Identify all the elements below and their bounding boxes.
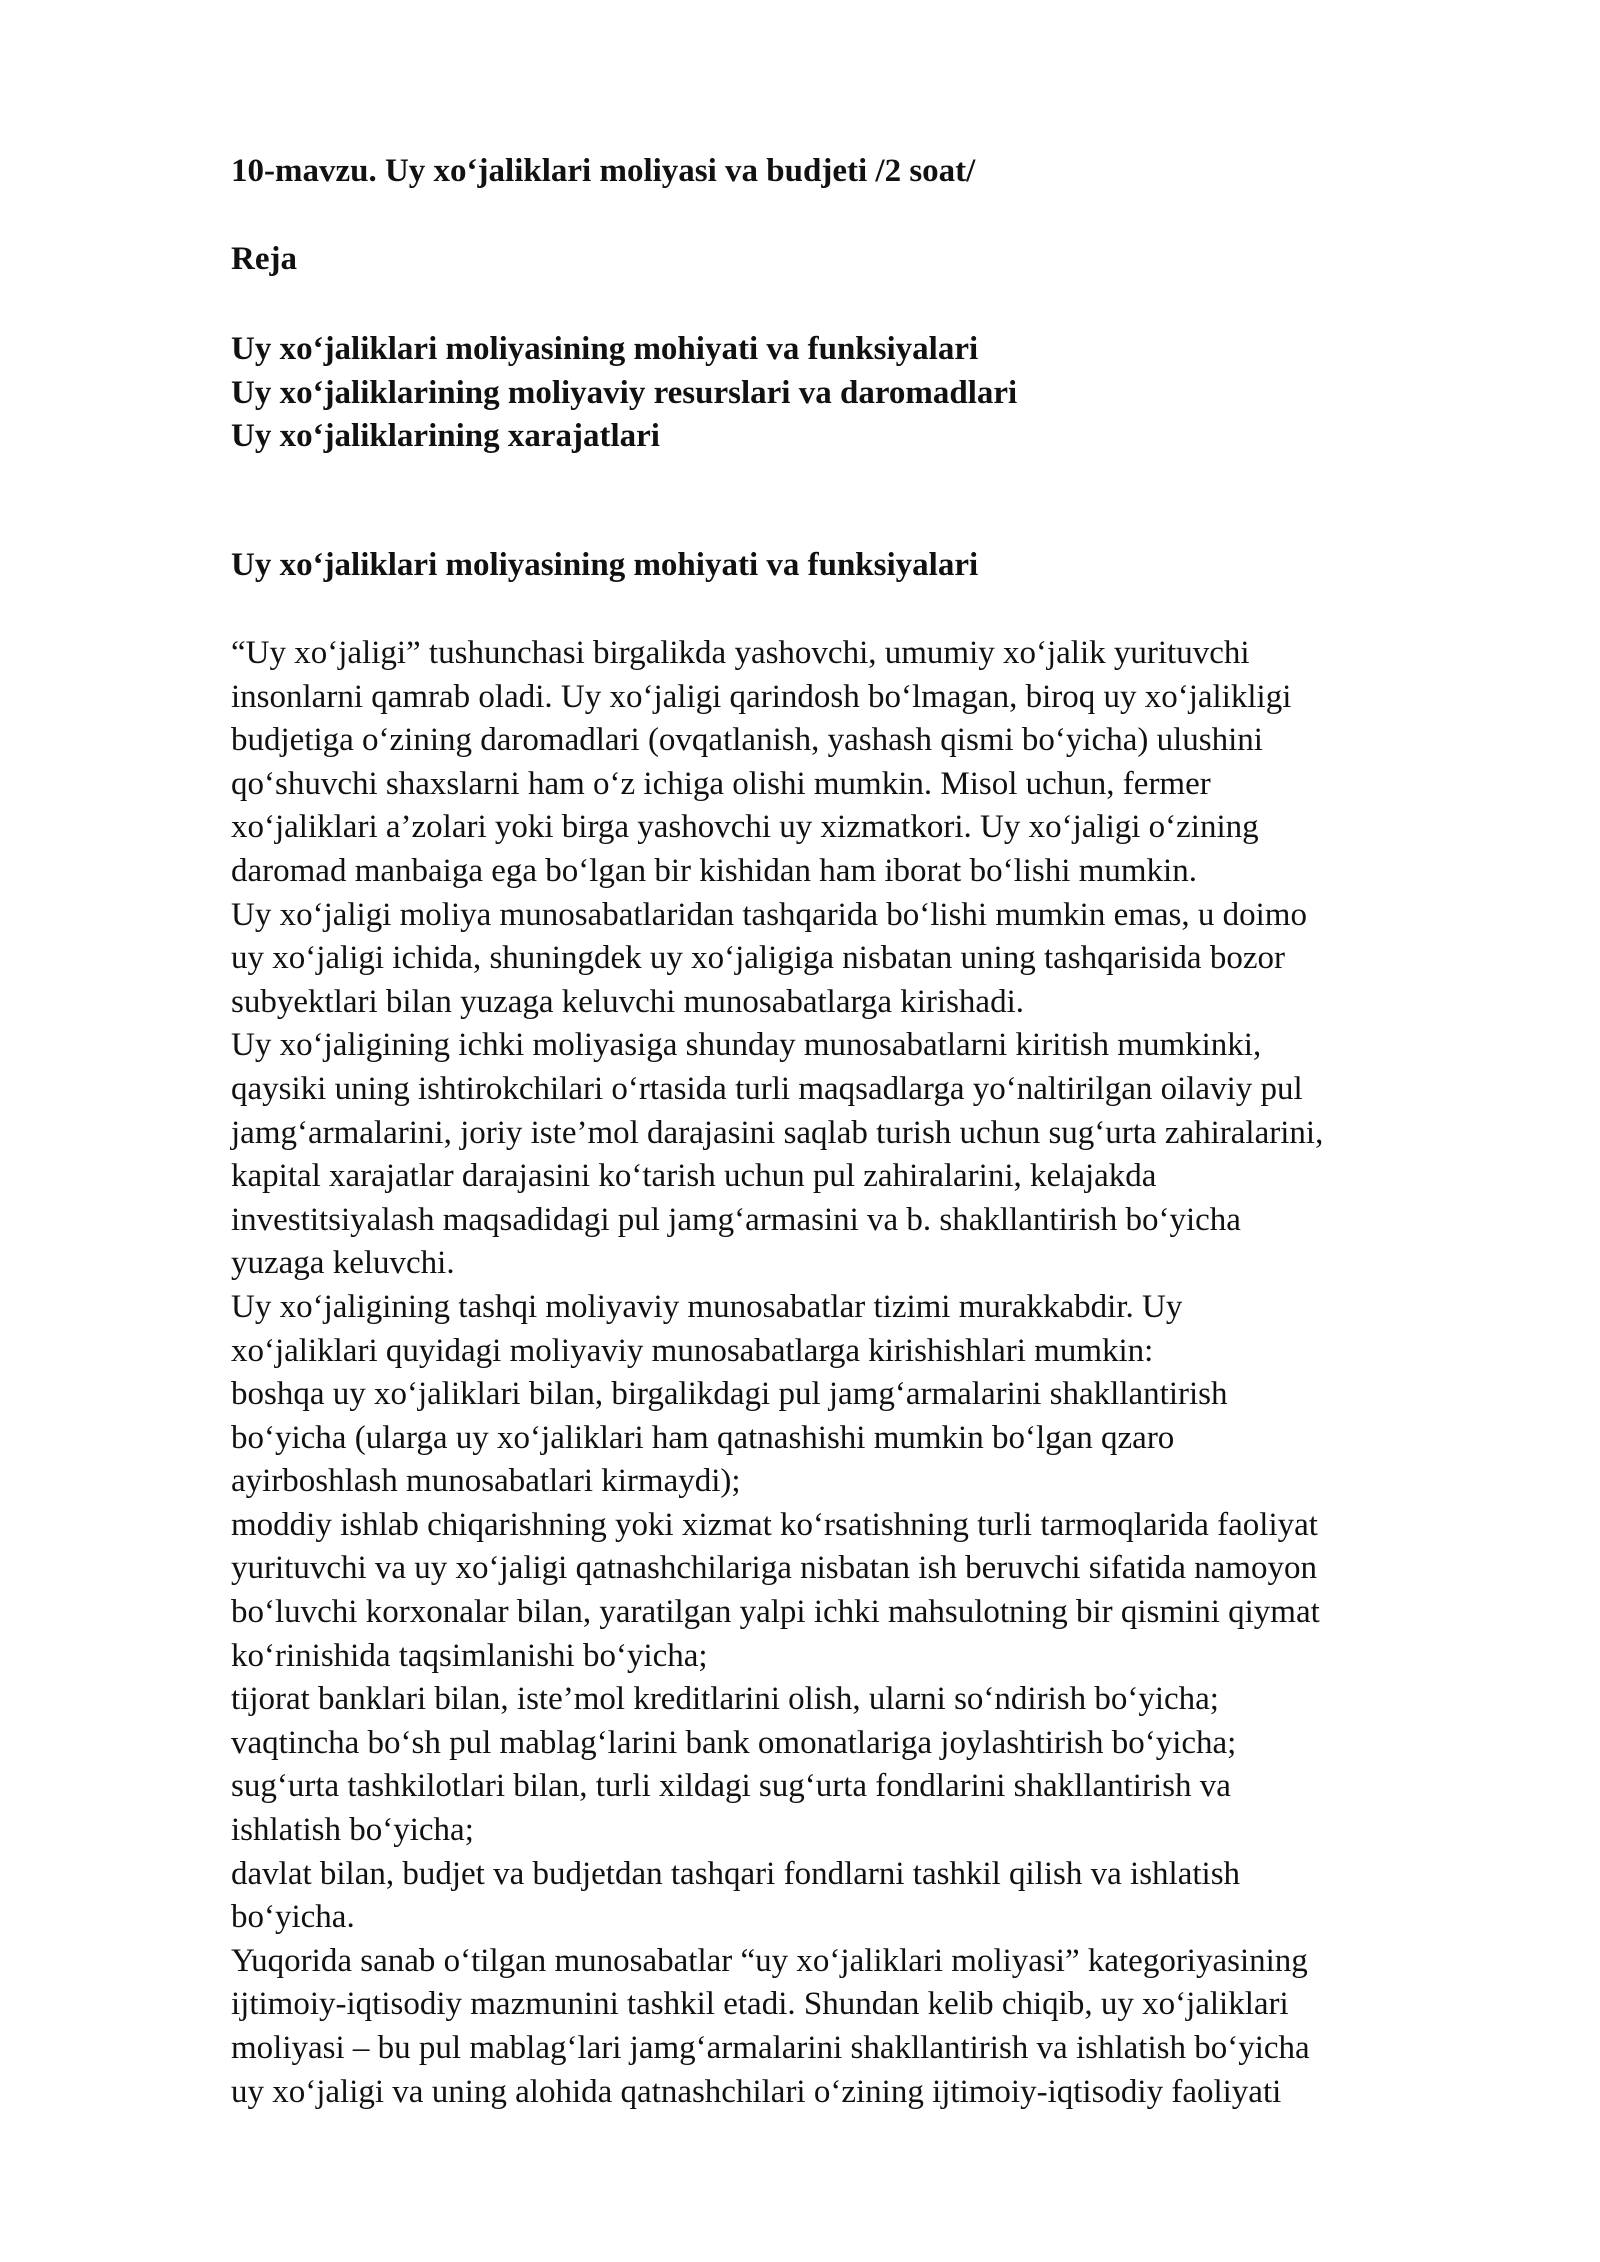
body-line: kapital xarajatlar darajasini ko‘tarish uchun pul zahiralarini, kelajakda xyxy=(231,1158,1157,1195)
body-line: davlat bilan, budjet va budjetdan tashqari fondlarni tashkil qilish va ishlatish xyxy=(231,1855,1241,1892)
body-line: uy xo‘jaligi ichida, shuningdek uy xo‘jaligiga nisbatan uning tashqarisida bozor xyxy=(231,940,1285,977)
body-line: daromad manbaiga ega bo‘lgan bir kishidan ham iborat bo‘lishi mumkin. xyxy=(231,852,1197,889)
body-line: subyektlari bilan yuzaga keluvchi munosabatlarga kirishadi. xyxy=(231,983,1024,1020)
body-line: tijorat banklari bilan, iste’mol kreditlarini olish, ularni so‘ndirish bo‘yicha; xyxy=(231,1681,1219,1718)
body-line: xo‘jaliklari quyidagi moliyaviy munosabatlarga kirishishlari mumkin: xyxy=(231,1332,1154,1369)
body-line: boshqa uy xo‘jaliklari bilan, birgalikdagi pul jamg‘armalarini shakllantirish xyxy=(231,1376,1228,1413)
body-line: investitsiyalash maqsadidagi pul jamg‘armasini va b. shakllantirish bo‘yicha xyxy=(231,1201,1241,1238)
plan-heading: Reja xyxy=(231,241,297,277)
body-line: Yuqorida sanab o‘tilgan munosabatlar “uy xo‘jaliklari moliyasi” kategoriyasining xyxy=(231,1942,1308,1979)
body-line: ayirboshlash munosabatlari kirmaydi); xyxy=(231,1463,741,1500)
body-line: “Uy xo‘jaligi” tushunchasi birgalikda yashovchi, umumiy xo‘jalik yurituvchi xyxy=(231,635,1250,671)
body-line: uy xo‘jaligi va uning alohida qatnashchilari o‘zining ijtimoiy-iqtisodiy faoliyati xyxy=(231,2073,1282,2110)
plan-item: Uy xo‘jaliklarining moliyaviy resurslari va daromadlari xyxy=(231,374,1018,411)
body-line: ishlatish bo‘yicha; xyxy=(231,1812,474,1849)
body-line: Uy xo‘jaligining tashqi moliyaviy munosabatlar tizimi murakkabdir. Uy xyxy=(231,1288,1183,1325)
body-line: budjetiga o‘zining daromadlari (ovqatlanish, yashash qismi bo‘yicha) ulushini xyxy=(231,722,1263,759)
body-line: Uy xo‘jaligi moliya munosabatlaridan tashqarida bo‘lishi mumkin emas, u doimo xyxy=(231,896,1307,933)
body-line: xo‘jaliklari a’zolari yoki birga yashovchi uy xizmatkori. Uy xo‘jaligi o‘zining xyxy=(231,809,1259,846)
body-line: moliyasi – bu pul mablag‘lari jamg‘armalarini shakllantirish va ishlatish bo‘yicha xyxy=(231,2030,1310,2066)
body-line: Uy xo‘jaligining ichki moliyasiga shunday munosabatlarni kiritish mumkinki, xyxy=(231,1027,1262,1064)
body-line: yuzaga keluvchi. xyxy=(231,1245,455,1282)
body-line: sug‘urta tashkilotlari bilan, turli xildagi sug‘urta fondlarini shakllantirish va xyxy=(231,1768,1231,1805)
body-line: insonlarni qamrab oladi. Uy xo‘jaligi qarindosh bo‘lmagan, biroq uy xo‘jalikligi xyxy=(231,678,1292,715)
document-title: 10-mavzu. Uy xo‘jaliklari moliyasi va budjeti /2 soat/ xyxy=(231,153,976,189)
body-line: qaysiki uning ishtirokchilari o‘rtasida turli maqsadlarga yo‘naltirilgan oilaviy pul xyxy=(231,1070,1303,1107)
body-line: yurituvchi va uy xo‘jaligi qatnashchilariga nisbatan ish beruvchi sifatida namoyon xyxy=(231,1550,1317,1587)
plan-item: Uy xo‘jaliklarining xarajatlari xyxy=(231,418,660,455)
body-line: moddiy ishlab chiqarishning yoki xizmat ko‘rsatishning turli tarmoqlarida faoliyat xyxy=(231,1506,1318,1543)
body-line: ijtimoiy-iqtisodiy mazmunini tashkil etadi. Shundan kelib chiqib, uy xo‘jaliklari xyxy=(231,1986,1289,2023)
plan-list xyxy=(231,328,1017,459)
section-heading: Uy xo‘jaliklari moliyasining mohiyati va funksiyalari xyxy=(231,547,979,583)
body-line: vaqtincha bo‘sh pul mablag‘larini bank omonatlariga joylashtirish bo‘yicha; xyxy=(231,1724,1237,1761)
body-line: jamg‘armalarini, joriy iste’mol darajasini saqlab turish uchun sug‘urta zahiralarini, xyxy=(231,1114,1324,1151)
body-text xyxy=(231,632,1323,2114)
body-line: bo‘yicha (ularga uy xo‘jaliklari ham qatnashishi mumkin bo‘lgan qzaro xyxy=(231,1419,1175,1456)
body-line: bo‘yicha. xyxy=(231,1899,355,1936)
body-line: bo‘luvchi korxonalar bilan, yaratilgan yalpi ichki mahsulotning bir qismini qiymat xyxy=(231,1594,1320,1631)
plan-item: Uy xo‘jaliklari moliyasining mohiyati va funksiyalari xyxy=(231,331,979,367)
body-line: qo‘shuvchi shaxslarni ham o‘z ichiga olishi mumkin. Misol uchun, fermer xyxy=(231,765,1211,802)
body-line: ko‘rinishida taqsimlanishi bo‘yicha; xyxy=(231,1637,708,1674)
